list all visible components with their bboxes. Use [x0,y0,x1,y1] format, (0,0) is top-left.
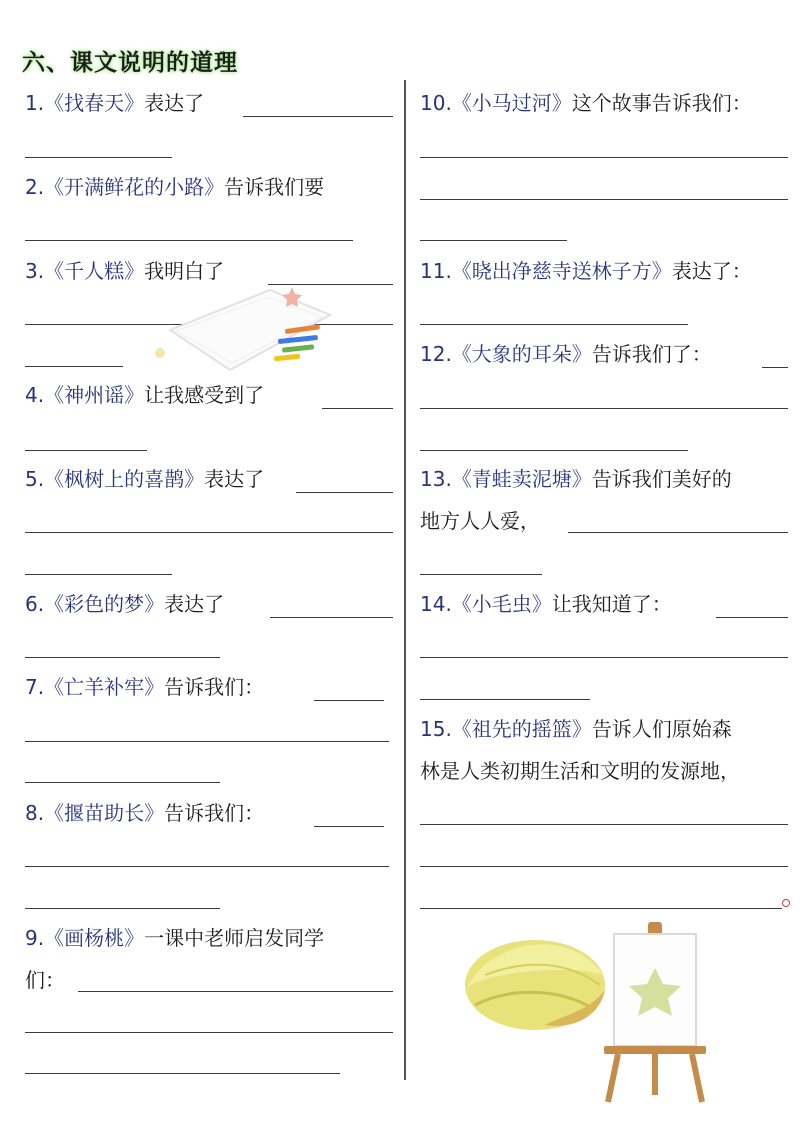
question-text: 让我知道了： [551,592,672,616]
question-8 [25,800,264,826]
lesson-title: 《彩色的梦》 [44,592,165,616]
question-text: 们： [25,968,65,992]
question-text: 告诉我们美好的 [591,467,732,491]
answer-line[interactable] [25,908,220,909]
question-15-continued [420,758,740,784]
question-text: 告诉我们要 [224,175,325,199]
answer-line[interactable] [25,450,147,451]
question-number: 1. [25,91,45,115]
lesson-title: 《祖先的摇篮》 [451,717,592,741]
question-text: 表达了 [144,91,205,115]
answer-line[interactable] [420,408,788,409]
lesson-title: 《大象的耳朵》 [451,342,592,366]
answer-line[interactable] [25,1032,393,1033]
question-text: 我明白了 [144,259,225,283]
answer-line[interactable] [420,199,788,200]
answer-line[interactable] [25,532,393,533]
answer-line[interactable] [420,657,788,658]
answer-line[interactable] [25,574,172,575]
question-text: 地方人人爱， [420,509,540,533]
question-text: 告诉我们： [164,675,265,699]
answer-line[interactable] [270,617,393,618]
question-number: 15. [420,717,452,741]
easel-star-painting-illustration [600,920,710,1105]
question-9 [25,925,324,951]
answer-line[interactable] [420,157,788,158]
answer-line[interactable] [762,367,788,368]
answer-line[interactable] [420,699,590,700]
question-text: 告诉我们： [164,801,265,825]
question-number: 3. [25,259,45,283]
question-number: 13. [420,467,452,491]
answer-line[interactable] [25,157,172,158]
question-14 [420,591,672,617]
question-12 [420,341,712,367]
answer-line[interactable] [420,908,782,909]
answer-line[interactable] [25,366,123,367]
question-number: 14. [420,592,452,616]
question-text: 让我感受到了 [144,383,265,407]
answer-line[interactable] [25,240,353,241]
question-number: 9. [25,926,45,950]
lesson-title: 《小毛虫》 [451,592,552,616]
answer-line[interactable] [78,991,393,992]
question-number: 11. [420,259,452,283]
answer-line[interactable] [716,617,788,618]
question-10 [420,90,752,116]
question-number: 4. [25,383,45,407]
question-4 [25,382,264,408]
answer-line[interactable] [420,824,788,825]
question-13-continued [420,508,540,534]
question-11 [420,258,752,284]
question-13 [420,466,732,492]
answer-line[interactable] [420,450,688,451]
answer-line[interactable] [322,408,393,409]
question-15 [420,716,732,742]
lesson-title: 《画杨桃》 [44,926,145,950]
answer-line[interactable] [314,826,384,827]
lesson-title: 《枫树上的喜鹊》 [44,467,205,491]
answer-line[interactable] [296,492,393,493]
question-text: 一课中老师启发同学 [144,926,325,950]
answer-line[interactable] [420,866,788,867]
question-text: 表达了： [671,259,752,283]
question-6 [25,591,224,617]
answer-line[interactable] [25,657,220,658]
question-text: 林是人类初期生活和文明的发源地， [420,759,740,783]
column-divider [404,80,406,1080]
question-number: 10. [420,91,452,115]
answer-line[interactable] [420,574,542,575]
question-text: 告诉我们了： [591,342,712,366]
lesson-title: 《晓出净慈寺送林子方》 [451,259,672,283]
lesson-title: 《亡羊补牢》 [44,675,165,699]
question-2 [25,174,324,200]
question-1 [25,90,204,116]
question-text: 告诉人们原始森 [591,717,732,741]
lesson-title: 《找春天》 [44,91,145,115]
question-text: 表达了 [204,467,265,491]
answer-line[interactable] [25,782,220,783]
lesson-title: 《开满鲜花的小路》 [44,175,225,199]
question-number: 7. [25,675,45,699]
lesson-title: 《揠苗助长》 [44,801,165,825]
answer-line[interactable] [420,324,688,325]
question-3 [25,258,224,284]
starfruit-illustration [455,915,610,1040]
question-number: 6. [25,592,45,616]
end-mark-icon [782,899,790,907]
answer-line[interactable] [25,1073,340,1074]
question-number: 2. [25,175,45,199]
lesson-title: 《千人糕》 [44,259,145,283]
question-number: 12. [420,342,452,366]
answer-line[interactable] [25,866,389,867]
section-title: 六、课文说明的道理 [22,50,238,76]
question-text: 这个故事告诉我们： [571,91,752,115]
chalk-card-illustration [150,285,340,375]
answer-line[interactable] [314,700,384,701]
answer-line[interactable] [568,532,788,533]
answer-line[interactable] [243,116,393,117]
question-9-continued [25,967,65,993]
question-number: 8. [25,801,45,825]
lesson-title: 《小马过河》 [451,91,572,115]
question-number: 5. [25,467,45,491]
answer-line[interactable] [25,741,389,742]
question-5 [25,466,264,492]
lesson-title: 《神州谣》 [44,383,145,407]
question-7 [25,674,264,700]
question-text: 表达了 [164,592,225,616]
answer-line[interactable] [420,240,567,241]
lesson-title: 《青蛙卖泥塘》 [451,467,592,491]
